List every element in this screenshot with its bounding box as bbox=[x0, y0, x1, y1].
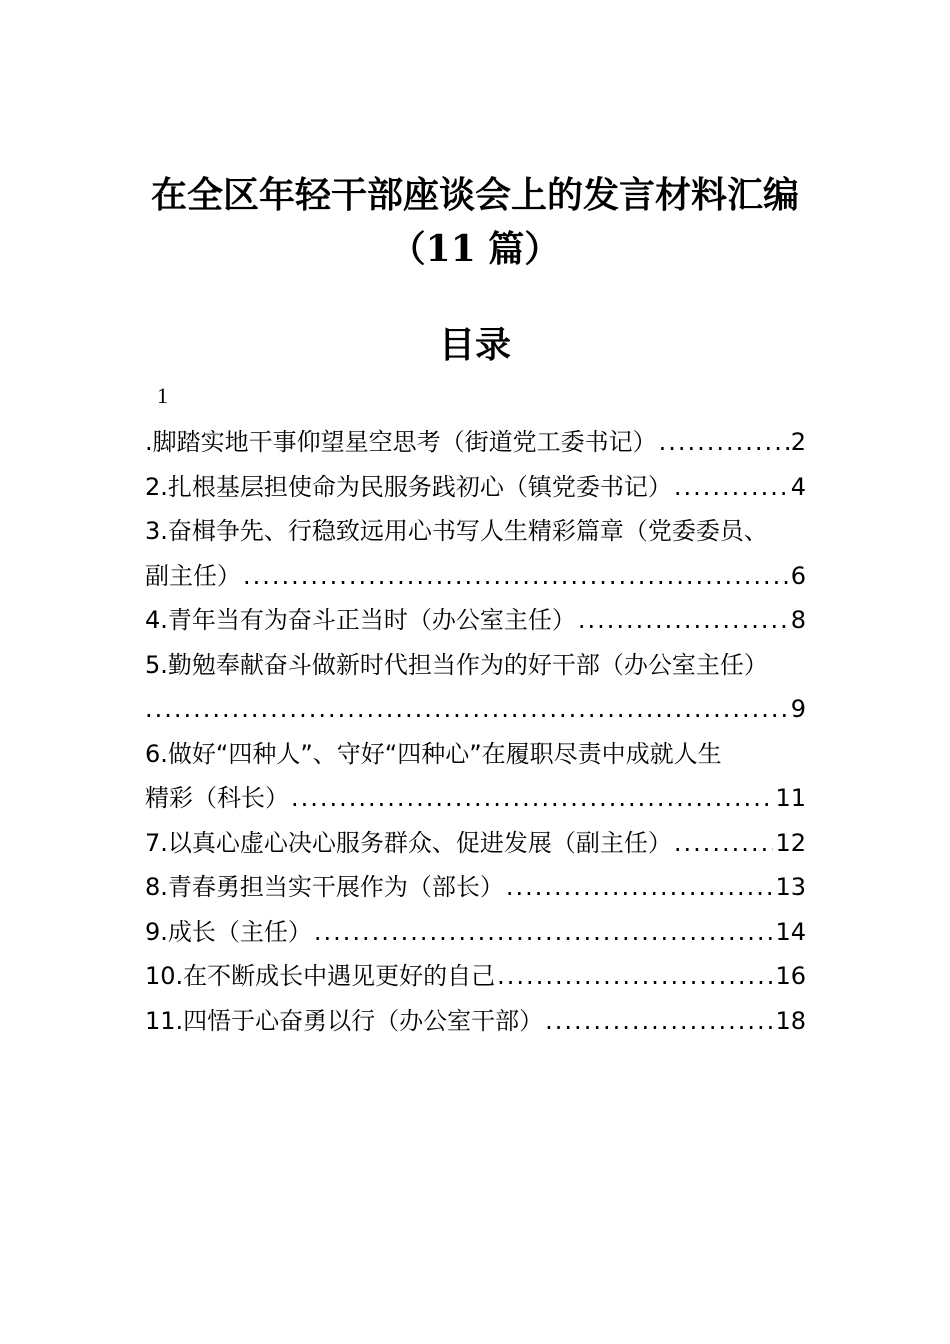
toc-entry-page: 18 bbox=[775, 1006, 806, 1035]
toc-entry-8[interactable] bbox=[145, 865, 806, 910]
toc-entry-page: 12 bbox=[775, 828, 806, 857]
toc-entry-9[interactable] bbox=[145, 910, 806, 955]
toc-entry-3[interactable] bbox=[145, 509, 806, 598]
toc-entry-title: 8.青春勇担当实干展作为（部长） bbox=[145, 873, 504, 901]
toc-entry-page: 8 bbox=[790, 606, 806, 634]
document-title-line1: 在全区年轻干部座谈会上的发言材料汇编 bbox=[150, 174, 799, 216]
toc-entry-title: 10.在不断成长中遇见更好的自己 bbox=[145, 962, 496, 990]
toc-entry-1[interactable] bbox=[145, 420, 806, 465]
toc-entry-title-continued: 副主任） bbox=[145, 561, 241, 590]
toc-entry-title: 5.勤勉奉献奋斗做新时代担当作为的好干部（办公室主任） bbox=[145, 650, 768, 679]
toc-entry-title: 9.成长（主任） bbox=[145, 917, 312, 946]
toc-entry-5[interactable] bbox=[145, 643, 806, 732]
dot-leader bbox=[545, 999, 773, 1044]
dot-leader bbox=[314, 910, 774, 955]
toc-entry-page: 9 bbox=[790, 695, 806, 723]
dot-leader bbox=[145, 687, 789, 732]
toc-entry-7[interactable] bbox=[145, 821, 806, 866]
toc-entry-title: 11.四悟于心奋勇以行（办公室干部） bbox=[145, 1006, 544, 1035]
toc-entry-page: 4 bbox=[790, 472, 806, 501]
toc-entry-page: 11 bbox=[775, 784, 806, 812]
dot-leader bbox=[497, 954, 773, 999]
toc-entry-title: 6.做好“四种人”、守好“四种心”在履职尽责中成就人生 bbox=[145, 739, 722, 768]
toc-entry-title: 2.扎根基层担使命为民服务践初心（镇党委书记） bbox=[145, 472, 672, 501]
toc-entry-title-continued: 精彩（科长） bbox=[145, 784, 289, 812]
toc-entry-page: 2 bbox=[790, 428, 806, 456]
toc-entry-page: 16 bbox=[775, 962, 806, 990]
toc-heading: 目录 bbox=[438, 324, 511, 366]
toc-entry-6[interactable] bbox=[145, 732, 806, 821]
toc-entry-10[interactable] bbox=[145, 954, 806, 999]
toc-entry-title: 4.青年当有为奋斗正当时（办公室主任） bbox=[145, 606, 576, 634]
toc-entry-4[interactable] bbox=[145, 598, 806, 643]
dot-leader bbox=[674, 465, 789, 510]
dot-leader bbox=[243, 554, 789, 599]
dot-leader bbox=[291, 776, 773, 821]
toc-entry-2[interactable] bbox=[145, 465, 806, 510]
toc-entry-page: 6 bbox=[790, 561, 806, 590]
dot-leader bbox=[674, 821, 774, 866]
document-title-line2: （11 篇） bbox=[389, 228, 561, 270]
table-of-contents bbox=[145, 420, 806, 1043]
dot-leader bbox=[659, 420, 789, 465]
dot-leader bbox=[506, 865, 774, 910]
stray-number: 1 bbox=[157, 383, 168, 408]
toc-entry-title: 7.以真心虚心决心服务群众、促进发展（副主任） bbox=[145, 828, 672, 857]
toc-entry-11[interactable] bbox=[145, 999, 806, 1044]
dot-leader bbox=[578, 598, 789, 643]
toc-entry-title: 3.奋楫争先、行稳致远用心书写人生精彩篇章（党委委员、 bbox=[145, 517, 768, 545]
toc-entry-page: 13 bbox=[775, 873, 806, 901]
toc-entry-title: .脚踏实地干事仰望星空思考（街道党工委书记） bbox=[145, 428, 657, 456]
toc-entry-page: 14 bbox=[775, 917, 806, 946]
